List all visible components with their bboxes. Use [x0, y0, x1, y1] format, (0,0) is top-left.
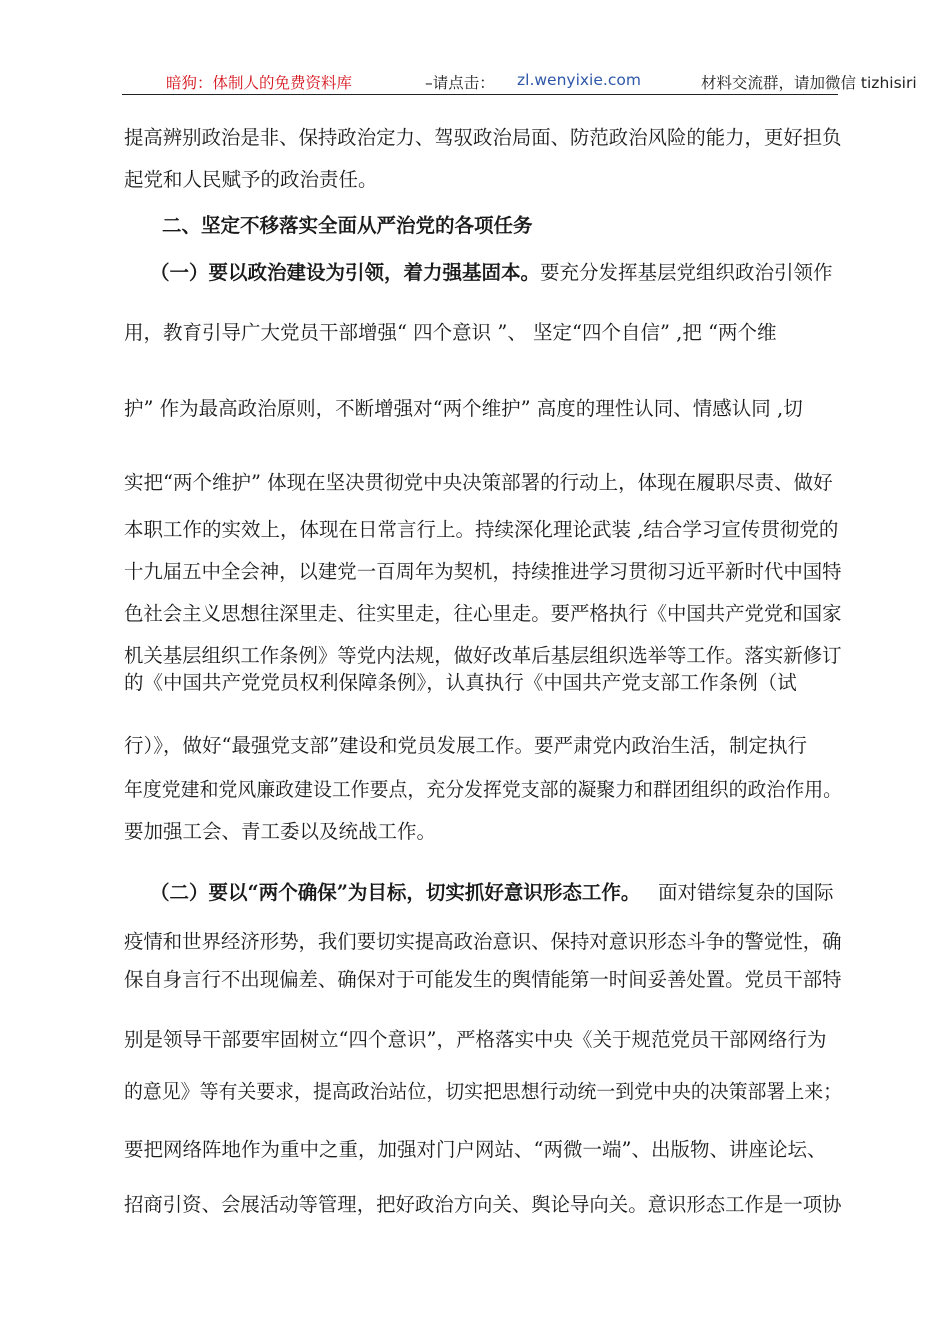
- text-line: 的意见》等有关要求，提高政治站位，切实把思想行动统一到党中央的决策部署上来；: [124, 1080, 843, 1103]
- text-line: 提高辨别政治是非、保持政治定力、驾驭政治局面、防范政治风险的能力，更好担负: [124, 126, 842, 149]
- text-line: 十九届五中全会神，以建党一百周年为契机，持续推进学习贯彻习近平新时代中国特: [124, 560, 842, 583]
- text-line: 面对错综复杂的国际: [658, 881, 834, 904]
- text-line: 的《中国共产党党员权利保障条例》，认真执行《中国共产党支部工作条例（试: [124, 671, 797, 694]
- text-line: 用，教育引导广大党员干部增强“ 四个意识 ”、 坚定“四个自信” ,把 “两个维: [124, 321, 777, 344]
- text-line: 招商引资、会展活动等管理，把好政治方向关、舆论导向关。意识形态工作是一项协: [124, 1193, 842, 1216]
- text-line: 别是领导干部要牢固树立“四个意识”，严格落实中央《关于规范党员干部网络行为: [124, 1028, 827, 1051]
- header-brand: 暗狗：体制人的免费资料库: [166, 74, 353, 92]
- text-line: 本职工作的实效上，体现在日常言行上。持续深化理论武装 ,结合学习宣传贯彻党的: [124, 518, 839, 541]
- text-line: 保自身言行不出现偏差、确保对于可能发生的舆情能第一时间妥善处置。党员干部特: [124, 968, 842, 991]
- header-url-link[interactable]: zl.wenyixie.com: [517, 71, 641, 89]
- text-line: 色社会主义思想往深里走、往实里走，往心里走。要严格执行《中国共产党党和国家: [124, 602, 842, 625]
- text-line: 要把网络阵地作为重中之重，加强对门户网站、“两微一端”、出版物、讲座论坛、: [124, 1138, 827, 1161]
- text-line: 实把“两个维护” 体现在坚决贯彻党中央决策部署的行动上，体现在履职尽责、做好: [124, 471, 833, 494]
- text-line: 机关基层组织工作条例》等党内法规，做好改革后基层组织选举等工作。落实新修订: [124, 644, 842, 667]
- text-line: 起党和人民赋予的政治责任。: [124, 168, 378, 191]
- text-line: 疫情和世界经济形势，我们要切实提高政治意识、保持对意识形态斗争的警觉性，确: [124, 930, 842, 953]
- text-line: 年度党建和党风廉政建设工作要点，充分发挥党支部的凝聚力和群团组织的政治作用。: [124, 778, 843, 801]
- subsection-heading: （一）要以政治建设为引领，着力强基固本。: [150, 261, 541, 284]
- text-line: 护” 作为最高政治原则，不断增强对“两个维护” 高度的理性认同、情感认同 ,切: [124, 397, 803, 420]
- page-header: [122, 68, 917, 95]
- subsection-heading: （二）要以“两个确保”为目标，切实抓好意识形态工作。: [150, 881, 641, 904]
- header-click-text: –请点击：: [425, 74, 495, 92]
- text-line: 要充分发挥基层党组织政治引领作: [540, 261, 833, 284]
- text-line: 行）》，做好“最强党支部”建设和党员发展工作。要严肃党内政治生活，制定执行: [124, 734, 807, 757]
- header-group-text: 材料交流群，请加微信 tizhisiri: [701, 74, 917, 92]
- text-line: 要加强工会、青工委以及统战工作。: [124, 820, 437, 843]
- section-heading: 二、坚定不移落实全面从严治党的各项任务: [162, 214, 533, 237]
